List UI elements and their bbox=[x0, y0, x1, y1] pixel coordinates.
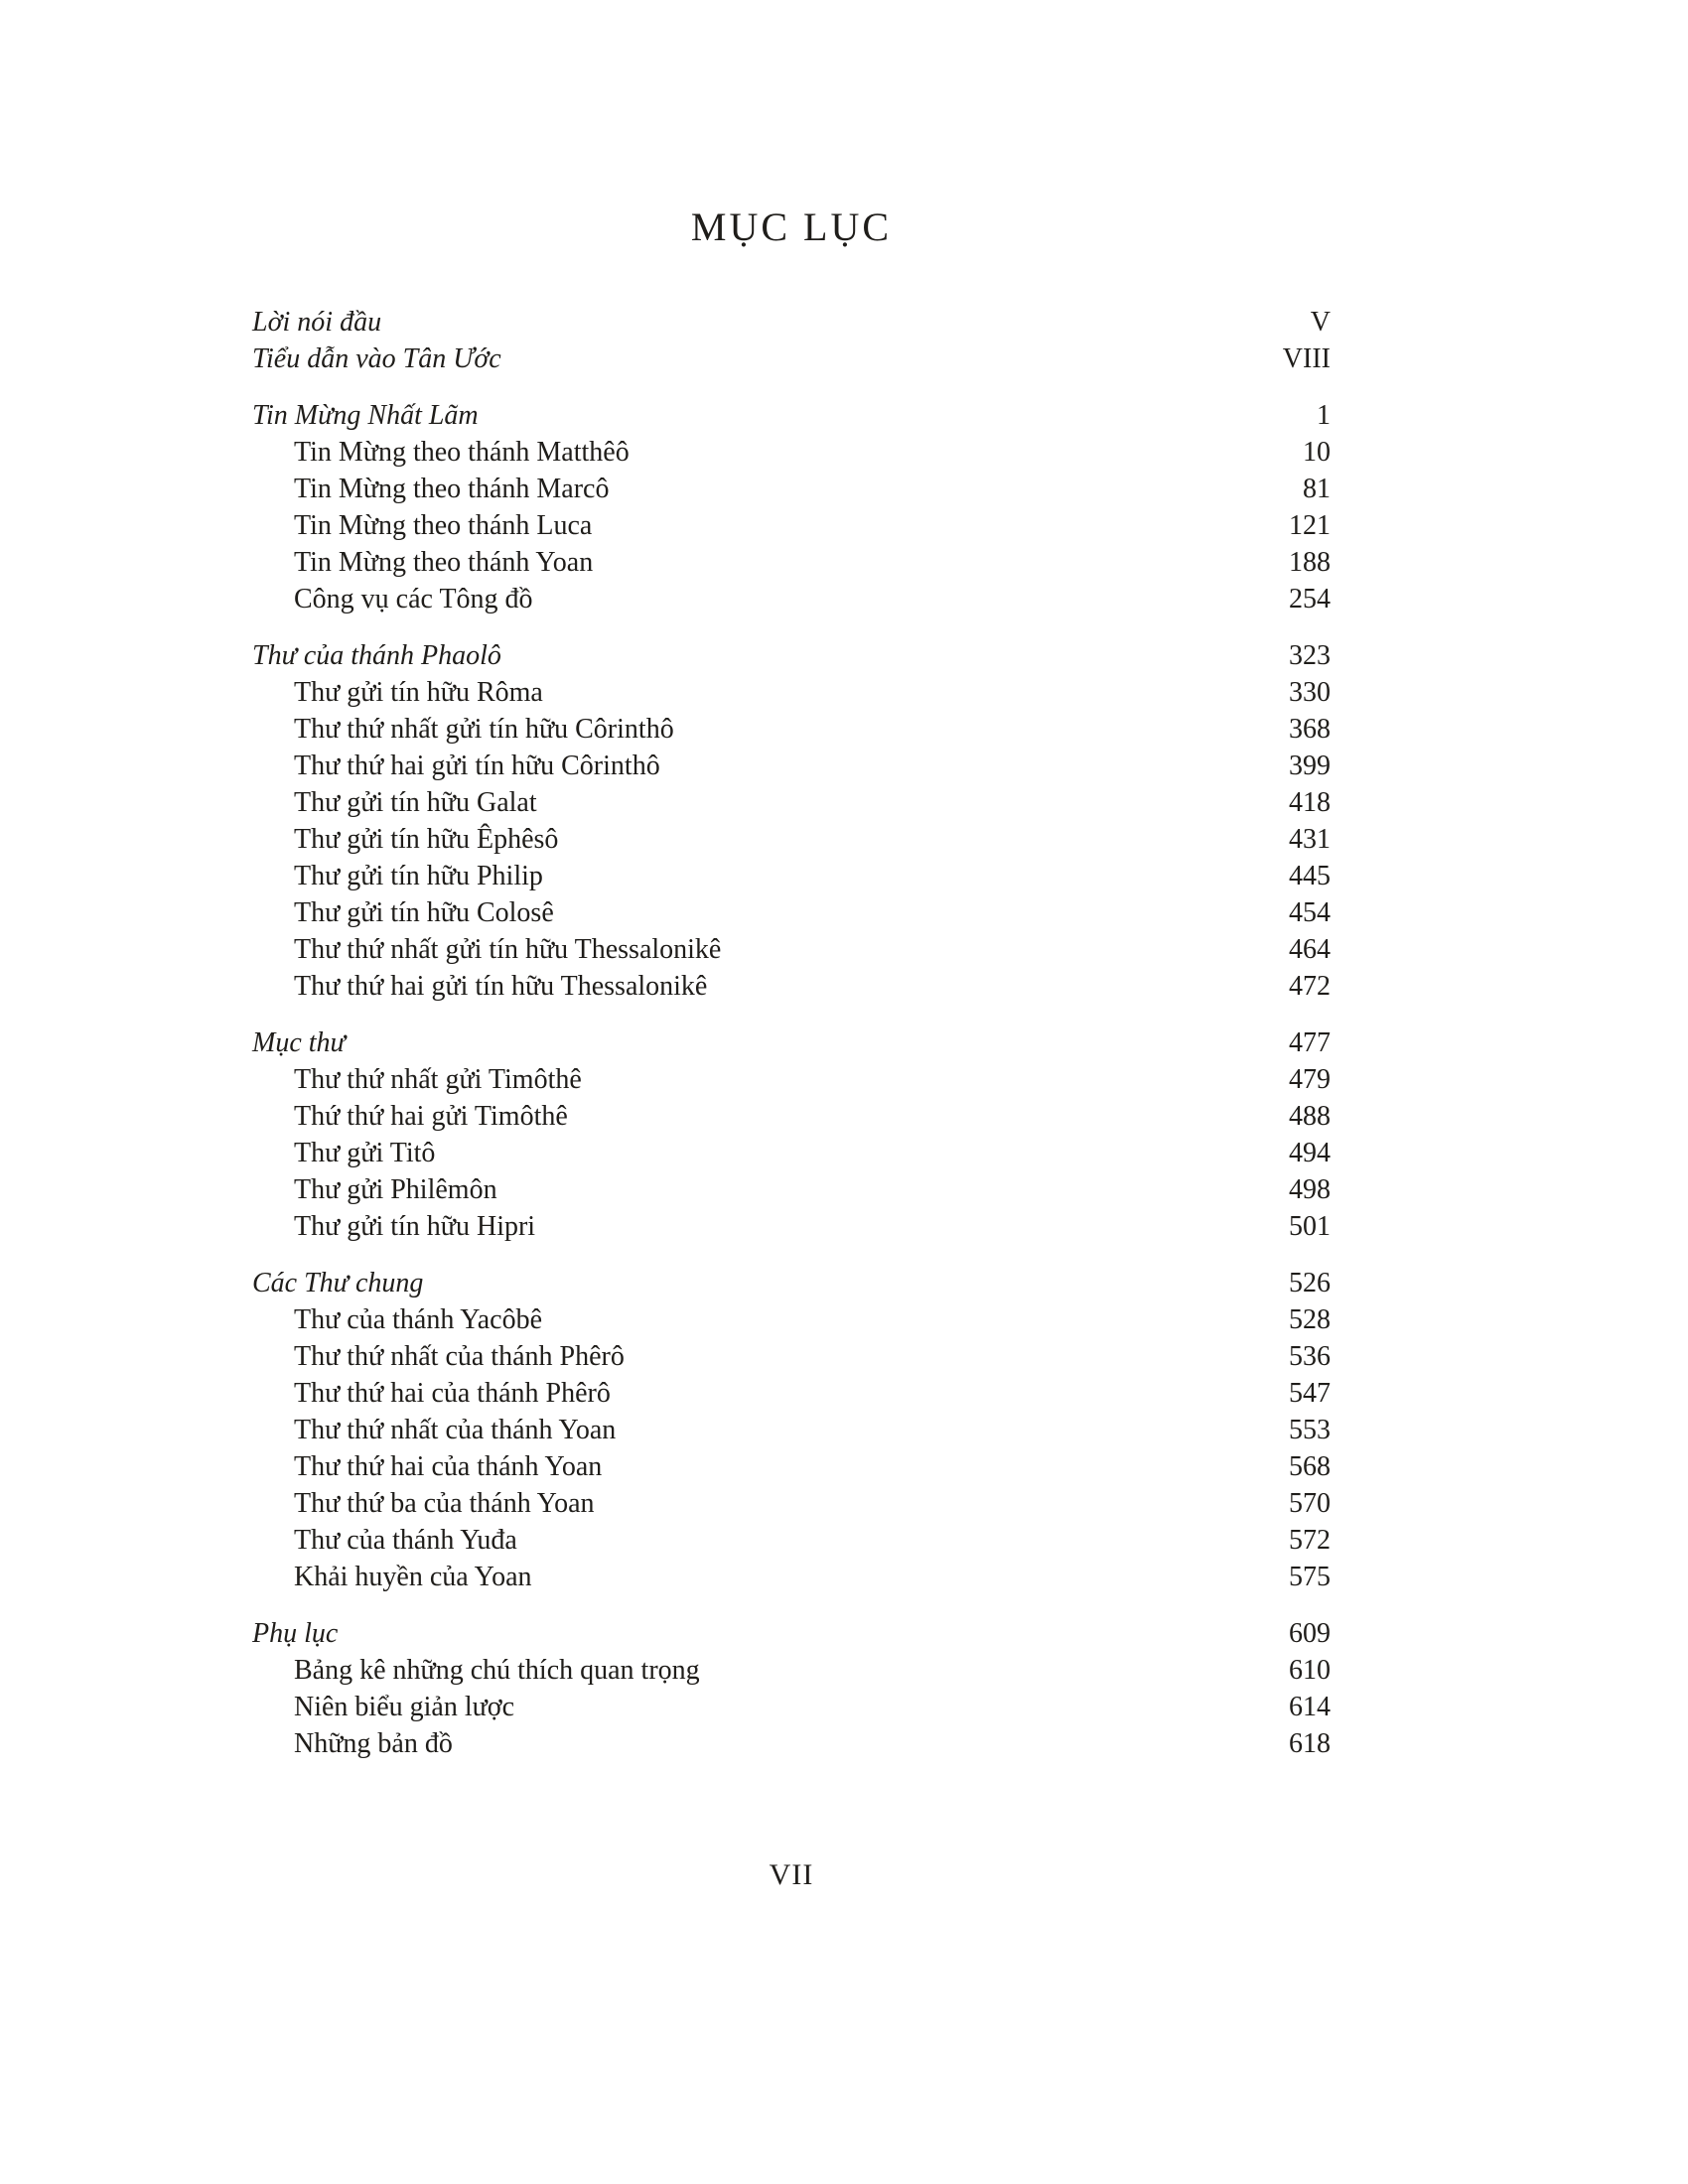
toc-entry-page: 464 bbox=[1289, 934, 1331, 965]
toc-entry-page: 572 bbox=[1289, 1525, 1331, 1556]
toc-entry bbox=[252, 1725, 1331, 1762]
toc-entry-label: Thư gửi Philêmôn bbox=[294, 1174, 497, 1205]
toc-entry-page: 528 bbox=[1289, 1304, 1331, 1335]
toc-entry bbox=[252, 1689, 1331, 1725]
toc-section-heading bbox=[252, 1265, 1331, 1301]
toc-entry bbox=[252, 1098, 1331, 1135]
toc-section-heading bbox=[252, 304, 1331, 341]
toc-entry bbox=[252, 1171, 1331, 1208]
toc-entry-label: Tin Mừng theo thánh Yoan bbox=[294, 547, 594, 578]
toc-entry-label: Bảng kê những chú thích quan trọng bbox=[294, 1655, 700, 1686]
toc-entry bbox=[252, 674, 1331, 711]
toc-entry-page: 494 bbox=[1289, 1138, 1331, 1168]
toc-entry-label: Thư gửi tín hữu Galat bbox=[294, 787, 537, 818]
toc-entry-page: 501 bbox=[1289, 1211, 1331, 1242]
toc-entry-label: Thư gửi tín hữu Rôma bbox=[294, 677, 543, 708]
toc-entry bbox=[252, 1412, 1331, 1448]
toc-section-heading bbox=[252, 637, 1331, 674]
toc-entry bbox=[252, 434, 1331, 471]
toc-entry-page: 121 bbox=[1289, 510, 1331, 541]
toc-entry-label: Thư thứ hai gửi tín hữu Côrinthô bbox=[294, 751, 660, 781]
toc-entry-page: 81 bbox=[1303, 474, 1331, 504]
toc-entry-label: Thư của thánh Yuđa bbox=[294, 1525, 517, 1556]
toc-entry-label: Thư của thánh Yacôbê bbox=[294, 1304, 543, 1335]
toc-entry bbox=[252, 784, 1331, 821]
toc-section-heading bbox=[252, 1024, 1331, 1061]
toc-entry-page: 526 bbox=[1289, 1268, 1331, 1298]
toc-entry-page: 454 bbox=[1289, 897, 1331, 928]
toc-entry-label: Tin Mừng theo thánh Marcô bbox=[294, 474, 610, 504]
toc-entry-page: 445 bbox=[1289, 861, 1331, 891]
toc-entry-label: Thư gửi tín hữu Êphêsô bbox=[294, 824, 559, 855]
toc-entry-label: Lời nói đầu bbox=[252, 307, 382, 338]
toc-entry-page: 609 bbox=[1289, 1618, 1331, 1649]
toc-entry-label: Tin Mừng theo thánh Matthêô bbox=[294, 437, 630, 468]
toc-entry-label: Thư gửi tín hữu Hipri bbox=[294, 1211, 536, 1242]
toc-entry bbox=[252, 1448, 1331, 1485]
toc-entry-page: V bbox=[1310, 307, 1331, 338]
page-title: MỤC LỤC bbox=[690, 205, 893, 249]
toc-entry-label: Thứ thứ hai gửi Timôthê bbox=[294, 1101, 568, 1132]
toc-entry bbox=[252, 894, 1331, 931]
toc-entry-page: 614 bbox=[1289, 1692, 1331, 1722]
toc-entry-label: Thư gửi tín hữu Colosê bbox=[294, 897, 554, 928]
toc-entry-page: 618 bbox=[1289, 1728, 1331, 1759]
toc-entry-page: 431 bbox=[1289, 824, 1331, 855]
toc-entry-label: Mục thư bbox=[252, 1027, 346, 1058]
toc-entry-label: Thư thứ nhất của thánh Yoan bbox=[294, 1415, 617, 1445]
toc-group bbox=[252, 1265, 1331, 1595]
toc-section-heading bbox=[252, 1615, 1331, 1652]
toc-entry-label: Tiểu dẫn vào Tân Ước bbox=[252, 343, 501, 374]
toc-entry bbox=[252, 711, 1331, 748]
toc-group bbox=[252, 1615, 1331, 1762]
toc-entry-label: Thư thứ nhất gửi tín hữu Thessalonikê bbox=[294, 934, 722, 965]
toc-entry bbox=[252, 1522, 1331, 1559]
toc-entry-label: Khải huyền của Yoan bbox=[294, 1562, 532, 1592]
toc-entry-page: VIII bbox=[1282, 343, 1331, 374]
toc-entry-label: Thư thứ hai của thánh Phêrô bbox=[294, 1378, 611, 1409]
toc-entry-label: Thư của thánh Phaolô bbox=[252, 640, 501, 671]
toc-group bbox=[252, 304, 1331, 377]
toc-entry bbox=[252, 748, 1331, 784]
toc-entry-label: Thư thứ nhất của thánh Phêrô bbox=[294, 1341, 625, 1372]
toc-section-heading bbox=[252, 397, 1331, 434]
toc-entry-page: 323 bbox=[1289, 640, 1331, 671]
toc-entry-label: Công vụ các Tông đồ bbox=[294, 584, 533, 614]
toc-entry-label: Phụ lục bbox=[252, 1618, 339, 1649]
toc-entry-page: 575 bbox=[1289, 1562, 1331, 1592]
toc-entry-page: 479 bbox=[1289, 1064, 1331, 1095]
toc-entry-page: 472 bbox=[1289, 971, 1331, 1002]
toc-entry-label: Thư gửi Titô bbox=[294, 1138, 436, 1168]
toc-entry-page: 477 bbox=[1289, 1027, 1331, 1058]
toc-entry bbox=[252, 1485, 1331, 1522]
toc-entry-page: 1 bbox=[1317, 400, 1331, 431]
toc-entry-page: 488 bbox=[1289, 1101, 1331, 1132]
toc-entry bbox=[252, 1375, 1331, 1412]
toc-entry bbox=[252, 544, 1331, 581]
toc-entry-label: Niên biểu giản lược bbox=[294, 1692, 515, 1722]
toc-entry-page: 10 bbox=[1303, 437, 1331, 468]
toc-entry bbox=[252, 858, 1331, 894]
toc-entry-page: 188 bbox=[1289, 547, 1331, 578]
toc-entry bbox=[252, 581, 1331, 617]
toc-entry-label: Tin Mừng Nhất Lãm bbox=[252, 400, 479, 431]
toc-entry bbox=[252, 968, 1331, 1005]
toc-section-heading bbox=[252, 341, 1331, 377]
toc-group bbox=[252, 1024, 1331, 1245]
toc-entry-page: 547 bbox=[1289, 1378, 1331, 1409]
toc-entry-page: 399 bbox=[1289, 751, 1331, 781]
toc-entry bbox=[252, 1301, 1331, 1338]
toc-entry-label: Thư thứ nhất gửi tín hữu Côrinthô bbox=[294, 714, 674, 745]
toc-entry-page: 330 bbox=[1289, 677, 1331, 708]
toc-entry-page: 418 bbox=[1289, 787, 1331, 818]
toc-entry bbox=[252, 507, 1331, 544]
toc-entry-label: Thư thứ ba của thánh Yoan bbox=[294, 1488, 595, 1519]
toc-entry bbox=[252, 1338, 1331, 1375]
toc-entry bbox=[252, 821, 1331, 858]
toc-entry-label: Những bản đồ bbox=[294, 1728, 453, 1759]
page-number-footer: VII bbox=[769, 1858, 814, 1891]
toc-entry-label: Tin Mừng theo thánh Luca bbox=[294, 510, 593, 541]
toc-entry-label: Các Thư chung bbox=[252, 1268, 424, 1298]
toc-entry-label: Thư thứ hai của thánh Yoan bbox=[294, 1451, 603, 1482]
toc-entry-label: Thư thứ nhất gửi Timôthê bbox=[294, 1064, 582, 1095]
toc-entry bbox=[252, 1061, 1331, 1098]
toc-entry-label: Thư gửi tín hữu Philip bbox=[294, 861, 543, 891]
toc-entry-page: 536 bbox=[1289, 1341, 1331, 1372]
toc-entry-page: 568 bbox=[1289, 1451, 1331, 1482]
toc-entry bbox=[252, 471, 1331, 507]
toc-group bbox=[252, 637, 1331, 1005]
toc-entry-page: 498 bbox=[1289, 1174, 1331, 1205]
toc-entry bbox=[252, 1208, 1331, 1245]
toc-entry bbox=[252, 1652, 1331, 1689]
toc-entry-label: Thư thứ hai gửi tín hữu Thessalonikê bbox=[294, 971, 708, 1002]
toc-entry-page: 553 bbox=[1289, 1415, 1331, 1445]
toc-list bbox=[252, 304, 1331, 1762]
toc-entry-page: 254 bbox=[1289, 584, 1331, 614]
toc-entry-page: 610 bbox=[1289, 1655, 1331, 1686]
toc-entry bbox=[252, 1559, 1331, 1595]
toc-entry bbox=[252, 931, 1331, 968]
toc-entry bbox=[252, 1135, 1331, 1171]
toc-entry-page: 368 bbox=[1289, 714, 1331, 745]
toc-content bbox=[252, 204, 1331, 1762]
toc-group bbox=[252, 397, 1331, 617]
toc-entry-page: 570 bbox=[1289, 1488, 1331, 1519]
